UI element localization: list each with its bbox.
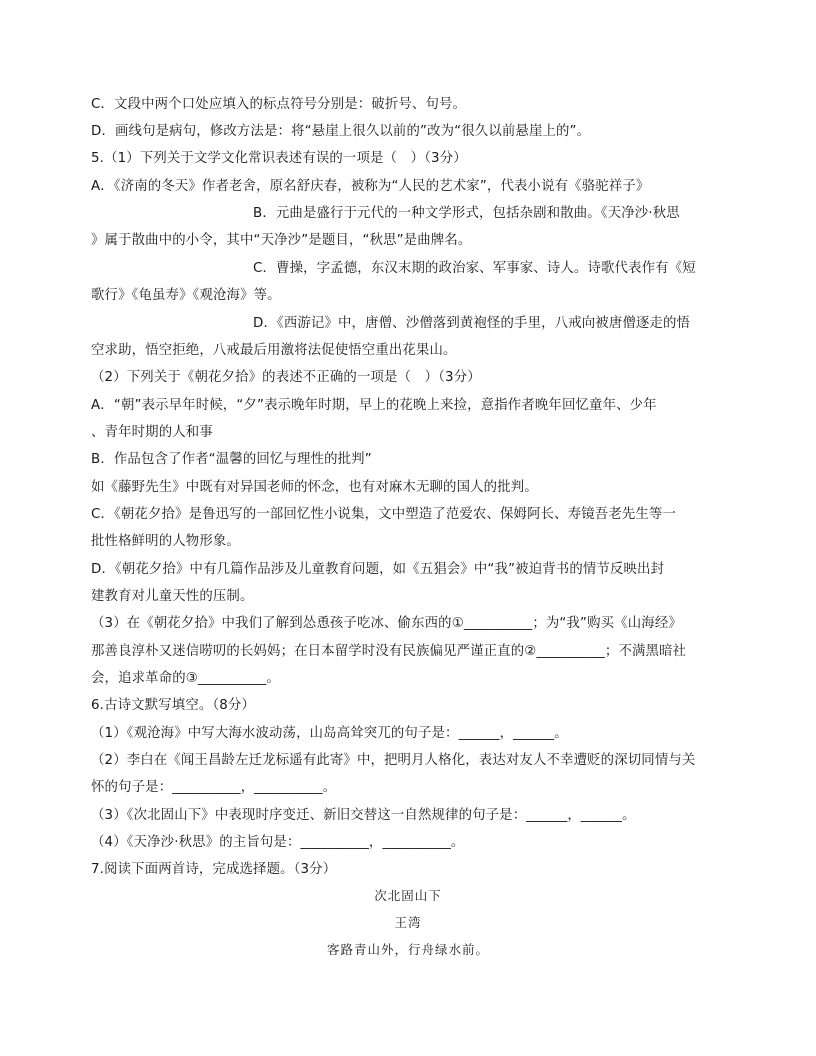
q5-1-option-b-line2: 》属于散曲中的小令，其中“天净沙”是题目，“秋思”是曲牌名。 — [91, 233, 472, 248]
option-d-sentence: D．画线句是病句，修改方法是：将“悬崖上很久以前的”改为“很久以前悬崖上的”。 — [91, 124, 591, 139]
question-6-heading: 6.古诗文默写填空。（8分） — [91, 698, 255, 713]
q5-2-option-c-line1: C．《朝花夕拾》是鲁迅写的一部回忆性小说集，文中塑造了范爱农、保姆阿长、寿镜吾老先生等一 — [91, 507, 677, 522]
question-5-3-line3: 会，追求革命的③__________。 — [91, 671, 280, 686]
question-5-3-line2: 那善良淳朴又迷信唠叨的长妈妈；在日本留学时没有民族偏见严谨正直的②__________；不满黑暗社 — [91, 644, 687, 659]
question-6-2-line1: （2）李白在《闻王昌龄左迁龙标遥有此寄》中，把明月人格化，表达对友人不幸遭贬的深切同情与关 — [91, 753, 696, 768]
poem-line-1: 客路青山外，行舟绿水前。 — [326, 942, 489, 957]
question-5-1-stem: 5.（1）下列关于文学文化常识表述有误的一项是（ ）（3分） — [91, 151, 467, 166]
question-5-3-line1: （3）在《朝花夕拾》中我们了解到怂恿孩子吃冰、偷东西的①__________；为“我”购买《山海经》 — [91, 616, 682, 631]
question-7-heading: 7.阅读下面两首诗，完成选择题。（3分） — [91, 862, 337, 877]
q5-2-option-b-line1: B．作品包含了作者“温馨的回忆与理性的批判” — [91, 452, 372, 467]
q5-2-option-b-line2: 如《藤野先生》中既有对异国老师的怀念，也有对麻木无聊的国人的批判。 — [91, 480, 538, 495]
question-6-2-line2: 怀的句子是：__________，__________。 — [91, 780, 337, 795]
q5-2-option-c-line2: 批性格鲜明的人物形象。 — [91, 534, 240, 549]
q5-1-option-d-line1: D．《西游记》中，唐僧、沙僧落到黄袍怪的手里，八戒向被唐僧逐走的悟 — [253, 316, 691, 331]
q5-1-option-a: A．《济南的冬天》作者老舍，原名舒庆春，被称为“人民的艺术家”，代表小说有《骆驼祥子》 — [91, 179, 650, 194]
question-6-3: （3）《次北固山下》中表现时序变迁、新旧交替这一自然规律的句子是：______，______。 — [91, 808, 636, 823]
q5-2-option-a-line1: A．“朝”表示早年时候，“夕”表示晚年时期，早上的花晚上来捡，意指作者晚年回忆童年、少年 — [91, 398, 657, 413]
question-5-2-stem: （2）下列关于《朝花夕拾》的表述不正确的一项是（ ）（3分） — [91, 370, 481, 385]
q5-1-option-c-line1: C．曹操，字孟德，东汉末期的政治家、军事家、诗人。诗歌代表作有《短 — [253, 261, 696, 276]
poem-title: 次北固山下 — [374, 888, 442, 903]
q5-2-option-a-line2: 、青年时期的人和事 — [91, 425, 213, 440]
q5-1-option-b-line1: B．元曲是盛行于元代的一种文学形式，包括杂剧和散曲。《天净沙·秋思 — [253, 206, 680, 221]
q5-1-option-c-line2: 歌行》《龟虽寿》《观沧海》等。 — [91, 288, 281, 303]
q5-2-option-d-line1: D．《朝花夕拾》中有几篇作品涉及儿童教育问题，如《五猖会》中“我”被迫背书的情节反映出封 — [91, 562, 665, 577]
q5-1-option-d-line2: 空求助，悟空拒绝，八戒最后用激将法促使悟空重出花果山。 — [91, 343, 457, 358]
question-6-4: （4）《天净沙·秋思》的主旨句是：__________，__________。 — [91, 835, 465, 850]
question-6-1: （1）《观沧海》中写大海水波动荡，山岛高耸突兀的句子是：______，______。 — [91, 726, 568, 741]
option-c-punctuation: C．文段中两个口处应填入的标点符号分别是：破折号、句号。 — [91, 97, 467, 112]
q5-2-option-d-line2: 建教育对儿童天性的压制。 — [91, 589, 254, 604]
poem-author: 王湾 — [394, 915, 422, 930]
